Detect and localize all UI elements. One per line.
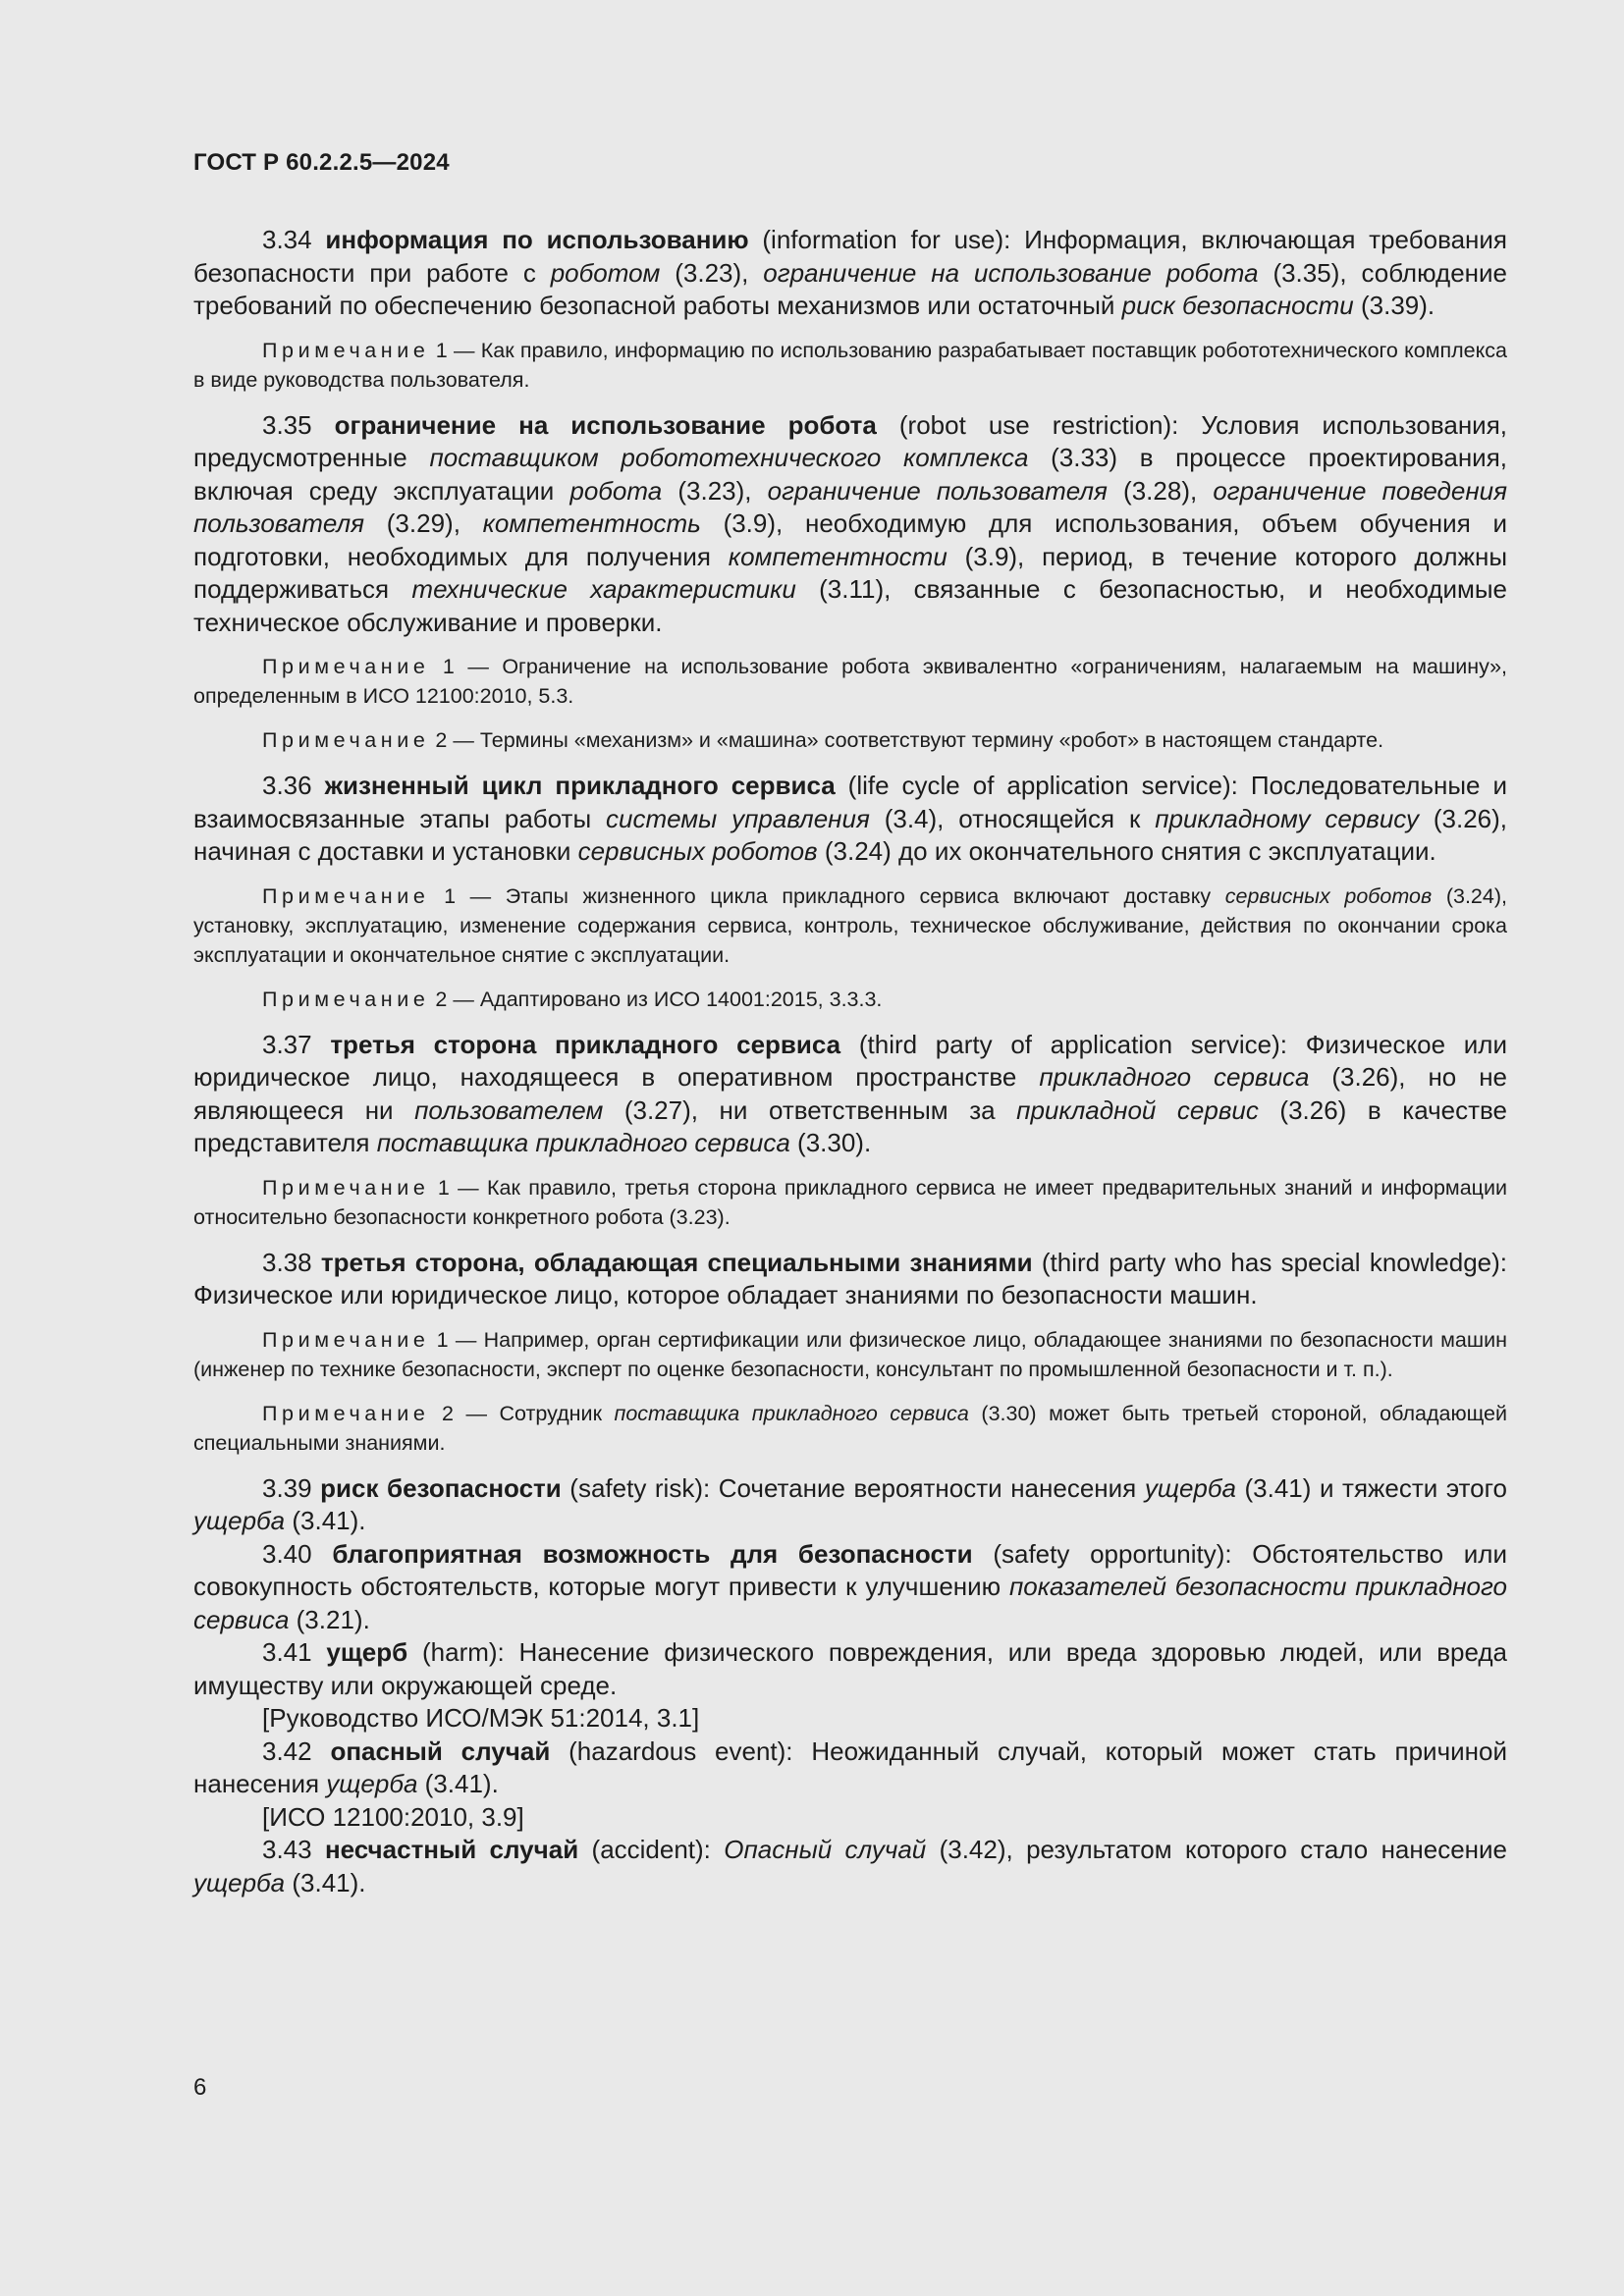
note-number: 1: [429, 1327, 449, 1352]
text-run: — Ограничение на использование робота эквивалентно «ограничениям, налагаемым на машину», определенным в ИСО 12100:2010, 5.3.: [193, 655, 1507, 708]
cross-reference-term: технические характеристики: [411, 574, 796, 604]
text-run: (3.30) может быть третьей стороной, обладающей специальными знаниями.: [193, 1401, 1507, 1455]
cross-reference-term: системы управления: [606, 803, 870, 833]
note-number: 1: [429, 338, 448, 362]
cross-reference-term: компетентности: [728, 541, 947, 571]
text-run: [Руководство ИСО/МЭК 51:2014, 3.1]: [262, 1703, 700, 1733]
note-paragraph: [193, 1325, 1507, 1384]
term-definition: [193, 409, 1507, 640]
text-run: (3.9), необходимую для использования, объем обучения и подготовки, необходимых для получения: [193, 508, 1508, 571]
text-run: (3.27), ни ответственным за: [603, 1095, 1017, 1125]
cross-reference-term: риск безопасности: [1121, 291, 1354, 320]
cross-reference-term: поставщика прикладного сервиса: [376, 1128, 790, 1157]
text-run: — Как правило, информацию по использованию разрабатывает поставщик робототехнического комплекса в виде руководства пользователя.: [193, 338, 1507, 392]
text-run: (3.28),: [1107, 475, 1214, 506]
note-label: Примечание: [262, 1327, 430, 1352]
text-run: (3.41) и тяжести этого: [1235, 1472, 1507, 1503]
text-run: [ИСО 12100:2010, 3.9]: [262, 1801, 524, 1832]
page-number: 6: [193, 2074, 207, 2101]
cross-reference-term: поставщиком робототехнического комплекса: [429, 443, 1029, 472]
text-run: (safety opportunity): Обстоятельство или совокупность обстоятельств, которые могут привести к улучшению: [193, 1538, 1508, 1601]
text-run: 3.34: [262, 225, 326, 254]
note-number: 1: [429, 883, 457, 908]
term-definition: [193, 1472, 1507, 1538]
text-run: 3.37: [262, 1029, 331, 1059]
cross-reference-term: ограничение пользователя: [767, 475, 1108, 506]
cross-reference-term: прикладному сервису: [1155, 803, 1420, 833]
text-run: — Адаптировано из ИСО 14001:2015, 3.3.3.: [447, 987, 883, 1011]
cross-reference-term: ущерба: [193, 1506, 286, 1535]
term-name: риск безопасности: [320, 1472, 562, 1503]
text-run: (3.35), соблюдение требований по обеспечению безопасной работы механизмов или остаточный: [193, 257, 1508, 320]
cross-reference-term: ущерба: [326, 1769, 418, 1798]
text-run: 3.43: [262, 1835, 325, 1864]
note-label: Примечание: [262, 728, 430, 752]
term-definition: [193, 1834, 1507, 1899]
term-definition: [193, 1538, 1507, 1637]
term-name: несчастный случай: [324, 1835, 579, 1864]
term-name: опасный случай: [330, 1735, 551, 1766]
term-name: ущерб: [326, 1637, 408, 1667]
text-run: (3.4), относящейся к: [869, 803, 1156, 833]
text-run: (3.29),: [364, 508, 483, 538]
document-body: [193, 224, 1507, 1899]
cross-reference-term: роботом: [550, 257, 661, 288]
term-name: ограничение на использование робота: [334, 409, 877, 440]
text-run: — Термины «механизм» и «машина» соответствуют термину «робот» в настоящем стандарте.: [447, 728, 1384, 752]
text-run: — Этапы жизненного цикла прикладного сервиса включают доставку: [456, 883, 1225, 908]
text-run: 3.38: [262, 1247, 321, 1277]
text-run: (harm): Нанесение физического повреждения, или вреда здоровью людей, или вреда имуществу или окружающей среде.: [193, 1637, 1507, 1700]
note-label: Примечание: [262, 1175, 430, 1200]
term-name: благоприятная возможность для безопасности: [332, 1538, 973, 1569]
text-run: — Например, орган сертификации или физическое лицо, обладающее знаниями по безопасности машин (инженер по технике безопасности, эксперт по оценке безопасности, консультант по промышленной безопасности и т. п.).: [193, 1327, 1507, 1381]
text-run: (3.26), начиная с доставки и установки: [193, 803, 1508, 866]
note-number: 1: [429, 655, 455, 678]
document-header: ГОСТ Р 60.2.2.5—2024: [193, 149, 450, 176]
note-number: 1: [429, 1175, 450, 1200]
text-run: (third party of application service): Физическое или юридическое лицо, находящееся в оперативном пространстве: [193, 1029, 1507, 1092]
note-paragraph: [193, 652, 1507, 711]
term-definition: [193, 770, 1507, 869]
cross-reference-term: сервисных роботов: [577, 836, 818, 866]
text-run: (third party who has special knowledge): Физическое или юридическое лицо, которое обладает знаниями по безопасности машин.: [193, 1247, 1508, 1309]
note-label: Примечание: [262, 1401, 430, 1425]
text-run: (3.41).: [417, 1769, 499, 1798]
note-label: Примечание: [262, 338, 430, 362]
text-run: (robot use restriction): Условия использования, предусмотренные: [193, 409, 1507, 472]
term-definition: [193, 1636, 1507, 1702]
text-run: (3.21).: [289, 1604, 370, 1634]
text-run: (3.30).: [789, 1128, 872, 1157]
cross-reference-term: показателей безопасности прикладного сервиса: [193, 1572, 1507, 1634]
text-run: (3.41).: [285, 1506, 366, 1535]
text-run: (3.24) до их окончательного снятия с эксплуатации.: [817, 836, 1436, 866]
text-run: (3.24), установку, эксплуатацию, изменение содержания сервиса, контроль, техническое обслуживание, действия по окончании срока эксплуатации и окончательное снятие с эксплуатации.: [193, 883, 1507, 967]
cross-reference-term: робота: [569, 475, 663, 506]
cross-reference-term: прикладной сервис: [1016, 1095, 1259, 1125]
note-number: 2: [429, 1401, 454, 1425]
text-run: (3.39).: [1353, 291, 1435, 320]
text-run: (information for use): Информация, включающая требования безопасности при работе с: [193, 225, 1508, 288]
note-paragraph: [193, 985, 1507, 1014]
text-run: — Сотрудник: [453, 1401, 615, 1425]
note-label: Примечание: [262, 655, 430, 678]
text-run: — Как правило, третья сторона прикладного сервиса не имеет предварительных знаний и информации относительно безопасности конкретного робота (3.23).: [193, 1175, 1507, 1229]
cross-reference-term: ущерба: [1144, 1472, 1236, 1503]
term-name: третья сторона прикладного сервиса: [330, 1029, 841, 1059]
cross-reference-term: компетентность: [482, 508, 701, 538]
term-definition: [193, 1247, 1507, 1312]
cross-reference-term: поставщика прикладного сервиса: [614, 1401, 969, 1425]
term-definition: [193, 1029, 1507, 1160]
text-run: (safety risk): Сочетание вероятности нанесения: [561, 1472, 1145, 1503]
note-number: 2: [429, 728, 448, 752]
cross-reference-term: сервисных роботов: [1224, 883, 1433, 908]
note-paragraph: [193, 725, 1507, 755]
cross-reference-term: Опасный случай: [724, 1835, 927, 1864]
text-run: (accident):: [578, 1835, 725, 1864]
text-run: (3.41).: [285, 1867, 366, 1897]
text-run: (life cycle of application service): Последовательные и взаимосвязанные этапы работы: [193, 771, 1508, 833]
text-run: (3.26), но не являющееся ни: [193, 1062, 1508, 1125]
text-run: 3.39: [262, 1472, 321, 1503]
term-name: информация по использованию: [325, 225, 749, 254]
text-run: (3.26) в качестве представителя: [193, 1095, 1507, 1157]
cross-reference-term: ущерба: [193, 1867, 286, 1897]
text-run: (3.11), связанные с безопасностью, и необходимые техническое обслуживание и проверки.: [193, 574, 1508, 637]
cross-reference-term: ограничение поведения пользователя: [193, 475, 1507, 538]
term-name: третья сторона, обладающая специальными знаниями: [320, 1247, 1033, 1277]
text-run: 3.42: [262, 1735, 331, 1766]
note-number: 2: [429, 987, 448, 1011]
reference-line: [193, 1702, 1507, 1735]
text-run: (3.23),: [660, 257, 764, 288]
text-run: (3.33) в процессе проектирования, включая среду эксплуатации: [193, 443, 1508, 506]
note-label: Примечание: [262, 987, 430, 1011]
text-run: (3.23),: [662, 475, 768, 506]
note-paragraph: [193, 1399, 1507, 1458]
text-run: 3.41: [262, 1637, 327, 1667]
term-definition: [193, 1735, 1507, 1801]
cross-reference-term: ограничение на использование робота: [763, 257, 1259, 288]
text-run: (hazardous event): Неожиданный случай, который может стать причиной нанесения: [193, 1735, 1507, 1798]
cross-reference-term: прикладного сервиса: [1039, 1062, 1310, 1092]
note-paragraph: [193, 1173, 1507, 1232]
text-run: (3.42), результатом которого стало нанесение: [926, 1835, 1508, 1864]
text-run: 3.35: [262, 409, 335, 440]
reference-line: [193, 1801, 1507, 1835]
text-run: (3.9), период, в течение которого должны поддерживаться: [193, 541, 1508, 604]
note-label: Примечание: [262, 883, 430, 908]
term-definition: [193, 224, 1507, 323]
text-run: 3.40: [262, 1538, 333, 1569]
text-run: 3.36: [262, 771, 325, 800]
cross-reference-term: пользователем: [414, 1095, 604, 1125]
note-paragraph: [193, 336, 1507, 395]
note-paragraph: [193, 881, 1507, 970]
term-name: жизненный цикл прикладного сервиса: [324, 771, 836, 800]
